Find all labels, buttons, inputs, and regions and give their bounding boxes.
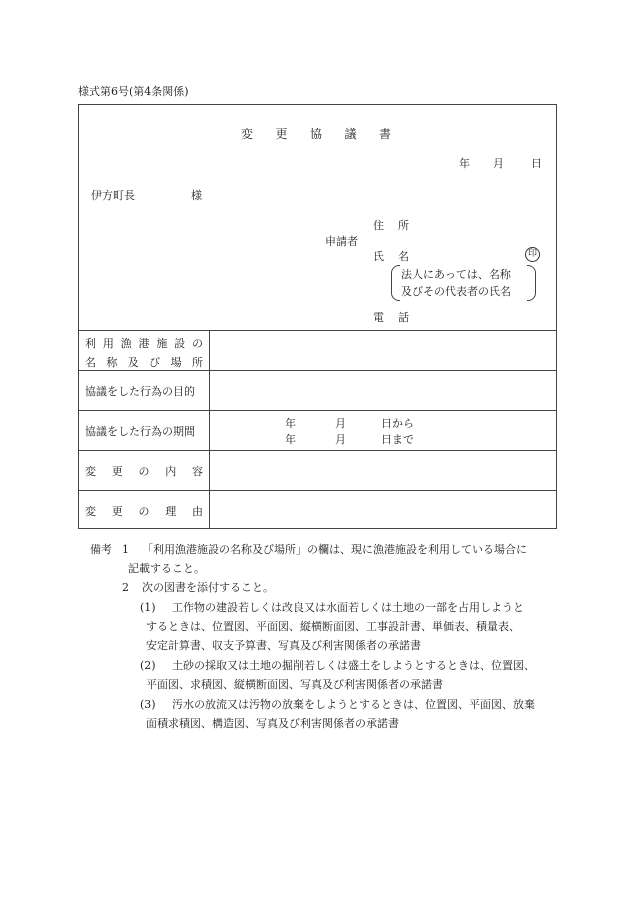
application-form: [78, 104, 557, 529]
purpose-label: 協議をした行為の目的: [85, 385, 195, 398]
subnote-3-text: 汚水の放流又は汚物の放棄をしようとするときは、位置図、平面図、放棄: [172, 698, 535, 711]
note-2-text: 次の図書を添付すること。: [142, 581, 274, 594]
row-divider: [79, 410, 556, 411]
period-from-month: 月: [335, 417, 346, 430]
period-to-day: 日まで: [381, 433, 414, 446]
subnote-number: (1): [140, 601, 156, 614]
column-divider: [209, 330, 210, 529]
period-from-year: 年: [285, 417, 296, 430]
subnote-1-text: するときは、位置図、平面図、縦横断面図、工事設計書、単価表、積量表、: [146, 620, 520, 633]
period-to-year: 年: [285, 433, 296, 446]
subnote-1-text: 工作物の建設若しくは改良又は水面若しくは土地の一部を占用しようと: [172, 601, 524, 614]
row-divider: [79, 330, 556, 331]
applicant-label: 申請者: [325, 235, 358, 248]
date-year: 年: [459, 157, 470, 170]
period-to-month: 月: [335, 433, 346, 446]
row-divider: [79, 490, 556, 491]
subnote-1-text: 安定計算書、収支予算書、写真及び利害関係者の承諾書: [146, 639, 421, 652]
seal-mark: 印: [525, 247, 540, 262]
note-1-text: 「利用漁港施設の名称及び場所」の欄は、現に漁港施設を利用している場合に: [142, 543, 527, 556]
note-1-text: 記載すること。: [128, 562, 205, 575]
date-month: 月: [493, 157, 504, 170]
form-number-label: 様式第6号(第4条関係): [78, 85, 189, 98]
reason-label: 変 更 の 理 由: [85, 505, 203, 518]
period-label: 協議をした行為の期間: [85, 425, 195, 438]
name-label: 氏 名: [373, 250, 409, 263]
right-bracket: [527, 265, 536, 301]
phone-label: 電 話: [373, 311, 409, 324]
addressee: 伊方町長: [91, 189, 135, 202]
subnote-number: (3): [140, 698, 156, 711]
corporation-note-line2: 及びその代表者の氏名: [401, 285, 511, 298]
subnote-number: (2): [140, 659, 156, 672]
row-divider: [79, 370, 556, 371]
subnote-2-text: 土砂の採取又は土地の掘削若しくは盛土をしようとするときは、位置図、: [172, 659, 535, 672]
content-label: 変 更 の 内 容: [85, 465, 203, 478]
row-divider: [79, 450, 556, 451]
honorific: 様: [191, 189, 202, 202]
subnote-3-text: 面積求積図、構造図、写真及び利害関係者の承諾書: [146, 717, 399, 730]
date-day: 日: [531, 157, 542, 170]
corporation-note-line1: 法人にあっては、名称: [401, 268, 511, 281]
document-title: 変 更 協 議 書: [241, 127, 391, 141]
period-from-day: 日から: [381, 417, 414, 430]
remarks-heading: 備考: [90, 543, 112, 556]
left-bracket: [391, 265, 400, 301]
note-number: 1: [122, 543, 129, 556]
facility-label: 利 用 漁 港 施 設 の 名 称 及 び 場 所: [85, 337, 203, 369]
subnote-2-text: 平面図、求積図、縦横断面図、写真及び利害関係者の承諾書: [146, 678, 443, 691]
address-label: 住 所: [373, 219, 409, 232]
note-number: 2: [122, 581, 129, 594]
